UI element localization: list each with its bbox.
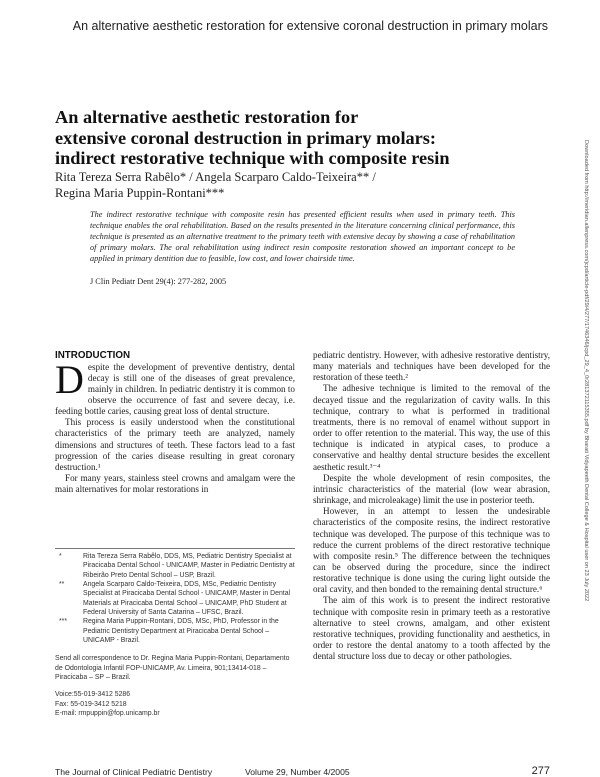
paragraph: This process is easily understood when the constitutional characteristics of the primary teeth are analyzed, namely dimensions and structures of teeth. These factors lead to a fast progression of the caries disease resulting in great coronary destruction.¹ bbox=[55, 417, 295, 472]
download-watermark bbox=[581, 140, 591, 760]
author-line: Rita Tereza Serra Rabêlo* / Angela Scarparo Caldo-Teixeira** / bbox=[55, 170, 376, 184]
footnote-text: Angela Scarparo Caldo-Teixeira, DDS, MSc, Pediatric Dentistry Specialist at Piracicaba Dental School - UNICAMP, Master in Dental Materials at Piracicaba Dental School – UNICAMP, PhD Student at Federal University of Santa Catarina – UFSC, Brazil. bbox=[83, 581, 291, 617]
title-line: indirect restorative technique with composite resin bbox=[55, 148, 450, 168]
footnote-mark: ** bbox=[59, 581, 65, 589]
footnote-mark: *** bbox=[59, 618, 68, 626]
paragraph: However, in an attempt to lessen the undesirable characteristics of the composite resins, the indirect restorative technique was developed. The purpose of this technique was to reduce the current problems of the direct restorative technique with composite resin.⁵ The difference between the techniques can be observed during the procedure, since the indirect restorative technique is done using the curing light outside the oral cavity, and then bonded to the remaining dental structure.⁶ bbox=[313, 506, 550, 595]
voice-number: Voice:55-019-3412 5286 bbox=[55, 691, 131, 699]
section-heading-introduction: INTRODUCTION bbox=[55, 350, 131, 361]
email-address[interactable]: E-mail: rmpuppin@fop.unicamp.br bbox=[55, 710, 160, 718]
running-head: An alternative aesthetic restoration for extensive coronal destruction in primary molars bbox=[72, 19, 548, 33]
paragraph: pediatric dentistry. However, with adhesive restorative dentistry, many materials and techniques have been developed for the restoration of these teeth.² bbox=[313, 350, 550, 383]
right-column bbox=[313, 350, 550, 662]
title-line: An alternative aesthetic restoration for bbox=[55, 107, 359, 127]
footnote bbox=[55, 617, 295, 645]
journal-name: The Journal of Clinical Pediatric Dentistry bbox=[55, 767, 213, 777]
footnote bbox=[55, 580, 295, 617]
footnote-text: Regina Maria Puppin-Rontani, DDS, MSc, PhD, Professor in the Pediatric Dentistry Department at Piracicaba Dental School – UNICAMP - Brazil. bbox=[83, 618, 279, 645]
paragraph bbox=[55, 356, 295, 418]
author-line: Regina Maria Puppin-Rontani*** bbox=[55, 186, 225, 200]
paragraph: The aim of this work is to present the indirect restorative technique with composite resin in primary teeth as a restorative alternative to steel crowns, amalgam, and other existent restorative techniques, providing functionality and aesthetics, in order to restore the dental anatomy to a tooth affected by the dental structure loss due to decay or other pathologies. bbox=[313, 595, 550, 662]
citation: J Clin Pediatr Dent 29(4): 277-282, 2005 bbox=[90, 277, 227, 286]
author-list bbox=[55, 169, 376, 201]
volume-info: Volume 29, Number 4/2005 bbox=[245, 767, 350, 777]
contact-details bbox=[55, 690, 295, 718]
page-number: 277 bbox=[531, 765, 550, 777]
paragraph: Despite the whole development of resin composites, the intrinsic characteristics of the material (low wear abrasion, shrinkage, and microleakage) limit the use in posterior teeth. bbox=[313, 472, 550, 506]
drop-cap: D bbox=[55, 356, 84, 402]
fax-number: Fax: 55-019-3412 5218 bbox=[55, 700, 127, 708]
footnote-text: Rita Tereza Serra Rabêlo, DDS, MS, Pediatric Dentistry Specialist at Piracicaba Dental School - UNICAMP, Master in Pediatric Dentistry at Ribeirão Preto Dental School – USP, Brazil. bbox=[83, 553, 295, 579]
paragraph-text: espite the development of preventive dentistry, dental decay is still one of the diseases of great prevalence, mainly in children. In pediatric dentistry it is common to observe the occurrence of fast and severe decay, i.e. feeding bottle caries, causing great loss of dental structure. bbox=[55, 361, 295, 417]
footnote-divider bbox=[55, 548, 295, 549]
footnote bbox=[55, 552, 295, 580]
correspondence: Send all correspondence to Dr. Regina Maria Puppin-Rontani, Departamento de Odontologia Infantil FOP-UNICAMP, Av. Limeira, 901;13414-018 – Piracicaba – SP – Brazil. bbox=[55, 655, 290, 682]
footnote-mark: * bbox=[59, 553, 62, 560]
article-title bbox=[55, 107, 525, 169]
paragraph: The adhesive technique is limited to the removal of the decayed tissue and the regularization of cavity walls. In this technique, contrary to what is performed in traditional treatments, there is no removal of enamel without support in order to offer retention to the material. This way, the use of this technique is indicated in atypical cases, to produce a conservative and healthy dental structure besides the excellent aesthetic result.³⁻⁴ bbox=[313, 383, 550, 472]
download-watermark-text: Downloaded from http://meridian.allenpress.com/jcpd/article-pdf/29/4/277/1746346/jcpd_29_4_0r281372115355.pdf by Bharati Vidyapeeth Dental College & Hospital user on 23 July 2022 bbox=[583, 140, 589, 602]
footnotes bbox=[55, 548, 295, 719]
abstract: The indirect restorative technique with composite resin has presented efficient results when used in primary teeth. This technique enables the oral rehabilitation. Based on the results presented in the literature concerning clinical performance, this technique is presented as an alternative treatment to the primary teeth with extensive decay by showing a case of rehabilitation of primary molars. The oral rehabilitation using indirect resin composite restoration showed an important concept to be applied in primary dentition due to feasible, low cost, and lower chairside time. bbox=[90, 210, 515, 263]
paragraph: For many years, stainless steel crowns and amalgam were the main alternatives for molar restorations in bbox=[55, 473, 295, 495]
title-line: extensive coronal destruction in primary molars: bbox=[55, 127, 436, 148]
left-column bbox=[55, 350, 295, 495]
